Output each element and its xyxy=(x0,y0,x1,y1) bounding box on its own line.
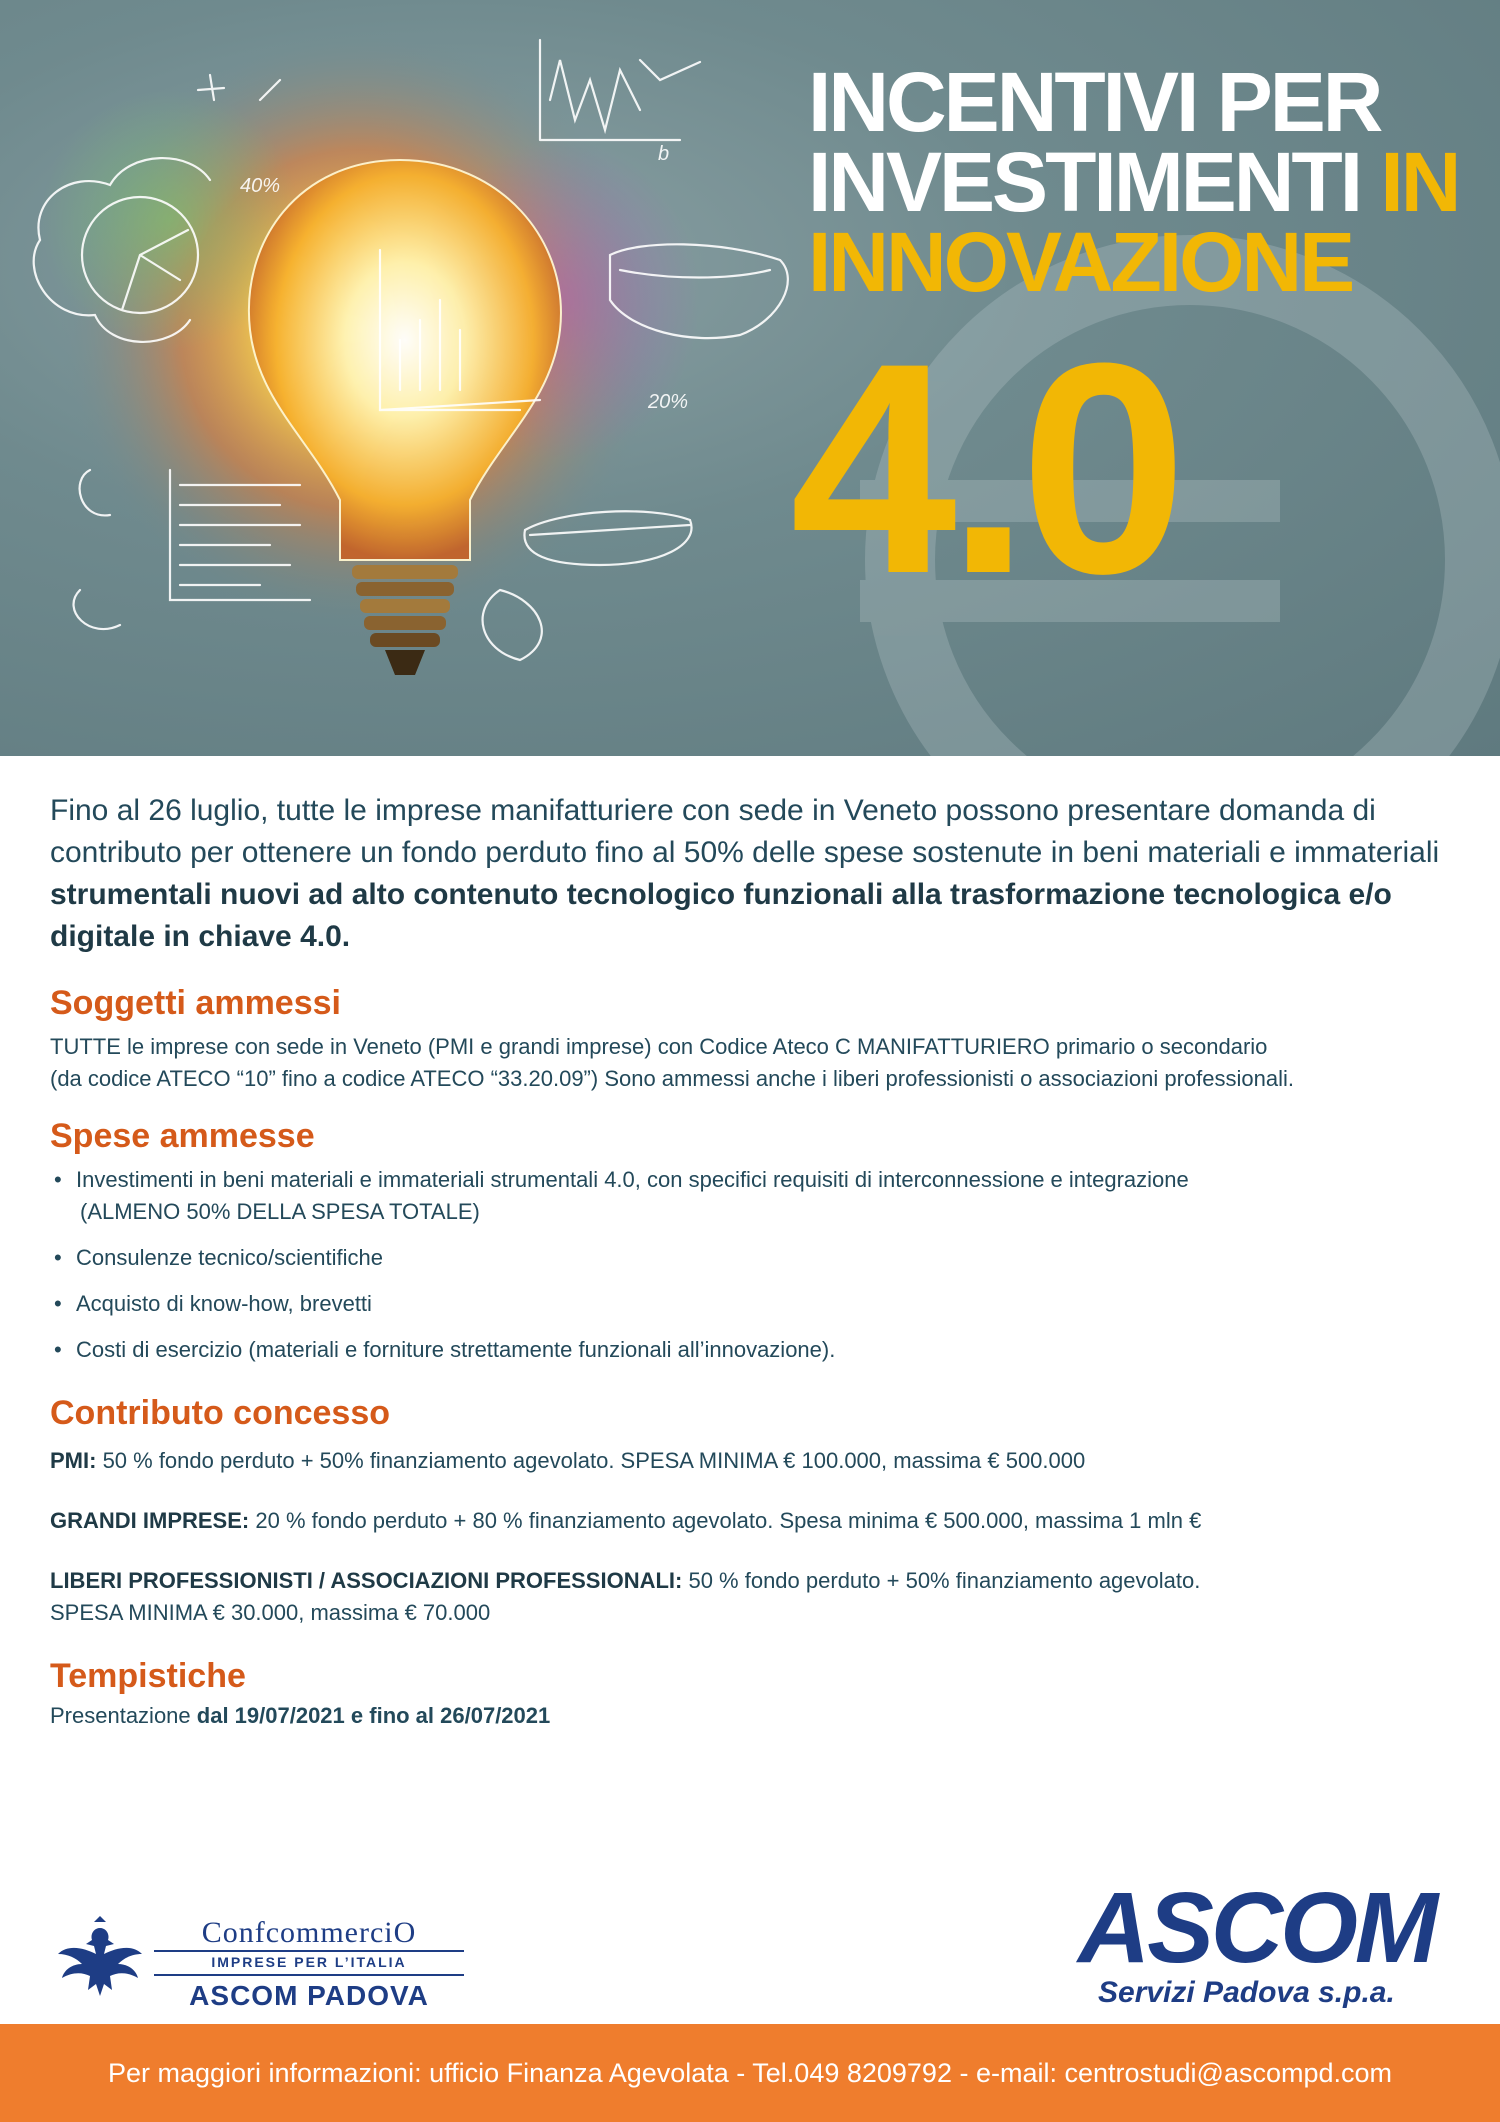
soggetti-line2: (da codice ATECO “10” fino a codice ATECO “33.20.09”) Sono ammessi anche i liberi professionisti o associazioni professionali. xyxy=(50,1066,1294,1091)
tempistiche-mid: e xyxy=(344,1703,370,1728)
list-item xyxy=(50,1334,1460,1366)
contributo-pmi-label: PMI: xyxy=(50,1448,97,1473)
hero-title-line2 xyxy=(808,135,1488,229)
spese-item-text: Investimenti in beni materiali e immateriali strumentali 4.0, con specifici requisiti di interconnessione e integrazione xyxy=(76,1167,1189,1192)
logo-rule-top xyxy=(154,1950,464,1952)
soggetti-line1: TUTTE le imprese con sede in Veneto (PMI e grandi imprese) con Codice Ateco C MANIFATTURIERO primario o secondario xyxy=(50,1034,1268,1059)
contributo-pmi-text: 50 % fondo perduto + 50% finanziamento agevolato. SPESA MINIMA € 100.000, massima € 500.000 xyxy=(96,1448,1086,1473)
ascom-sub: Servizi Padova s.p.a. xyxy=(1098,1976,1395,2009)
hero-title-line2-yellow: IN xyxy=(1380,135,1459,229)
hero-title-line1: INCENTIVI PER xyxy=(808,55,1381,149)
confcommercio-sub: IMPRESE PER L’ITALIA xyxy=(211,1954,407,1970)
intro-bold: strumentali nuovi ad alto contenuto tecnologico funzionali alla trasformazione tecnologica e/o digitale in chiave 4.0. xyxy=(50,878,1392,953)
spese-item-text: Costi di esercizio (materiali e forniture strettamente funzionali all’innovazione). xyxy=(76,1337,836,1362)
spese-list xyxy=(50,1164,1460,1366)
hero-banner xyxy=(0,0,1500,756)
confcommercio-logo xyxy=(54,1912,464,2012)
eagle-icon xyxy=(54,1914,146,2006)
tempistiche-dal: dal 19/07/2021 xyxy=(196,1703,345,1728)
list-item xyxy=(50,1242,1460,1274)
ascom-logo xyxy=(1078,1872,1458,2010)
contributo-liberi xyxy=(50,1565,1460,1629)
intro-plain: Fino al 26 luglio, tutte le imprese manifatturiere con sede in Veneto possono presentare domanda di contributo per ottenere un fondo perduto fino al 50% delle spese sostenute in beni materiali e immateriali xyxy=(50,794,1440,869)
tempistiche-text xyxy=(50,1700,1460,1732)
hero-big-number: 4.0 xyxy=(790,300,1178,636)
section-title-spese: Spese ammesse xyxy=(50,1117,315,1155)
sketch-label-b: b xyxy=(658,143,670,165)
hero-title-line3: INNOVAZIONE xyxy=(808,215,1353,309)
contributo-grandi-label: GRANDI IMPRESE: xyxy=(50,1508,250,1533)
section-title-contributo: Contributo concesso xyxy=(50,1394,391,1432)
hero-title-line2-white: INVESTIMENTI xyxy=(808,135,1381,229)
contributo-liberi-text: 50 % fondo perduto + 50% finanziamento agevolato. xyxy=(682,1568,1201,1593)
footer-contact-bar xyxy=(0,2024,1500,2122)
spese-item-text: Consulenze tecnico/scientifiche xyxy=(76,1245,383,1270)
sketch-label-20: 20% xyxy=(648,391,689,413)
section-title-soggetti: Soggetti ammessi xyxy=(50,984,341,1022)
hero-title xyxy=(808,55,1488,309)
list-item xyxy=(50,1164,1460,1228)
confcommercio-name: ConfcommerciO xyxy=(201,1916,417,1949)
spese-item-sub: (ALMENO 50% DELLA SPESA TOTALE) xyxy=(80,1199,480,1224)
ascom-name: ASCOM xyxy=(1078,1872,1436,1984)
contributo-liberi-text2: SPESA MINIMA € 30.000, massima € 70.000 xyxy=(50,1600,491,1625)
contributo-grandi xyxy=(50,1505,1460,1537)
main-content xyxy=(50,790,1460,1732)
confcommercio-city: ASCOM PADOVA xyxy=(189,1980,429,2011)
list-item xyxy=(50,1288,1460,1320)
spese-item-text: Acquisto di know-how, brevetti xyxy=(76,1291,372,1316)
contributo-pmi xyxy=(50,1445,1460,1477)
sketch-label-40: 40% xyxy=(240,175,281,197)
section-title-tempistiche: Tempistiche xyxy=(50,1657,246,1695)
tempistiche-fino: fino al 26/07/2021 xyxy=(369,1703,551,1728)
contributo-grandi-text: 20 % fondo perduto + 80 % finanziamento agevolato. Spesa minima € 500.000, massima 1 mln € xyxy=(249,1508,1202,1533)
tempistiche-prefix: Presentazione xyxy=(50,1703,197,1728)
logo-rule-bottom xyxy=(154,1974,464,1976)
contributo-liberi-label: LIBERI PROFESSIONISTI / ASSOCIAZIONI PROFESSIONALI: xyxy=(50,1568,683,1593)
footer-text: Per maggiori informazioni: ufficio Finanza Agevolata - Tel.049 8209792 - e-mail: centrostudi@ascompd.com xyxy=(107,2057,1393,2088)
intro-paragraph xyxy=(50,790,1460,958)
